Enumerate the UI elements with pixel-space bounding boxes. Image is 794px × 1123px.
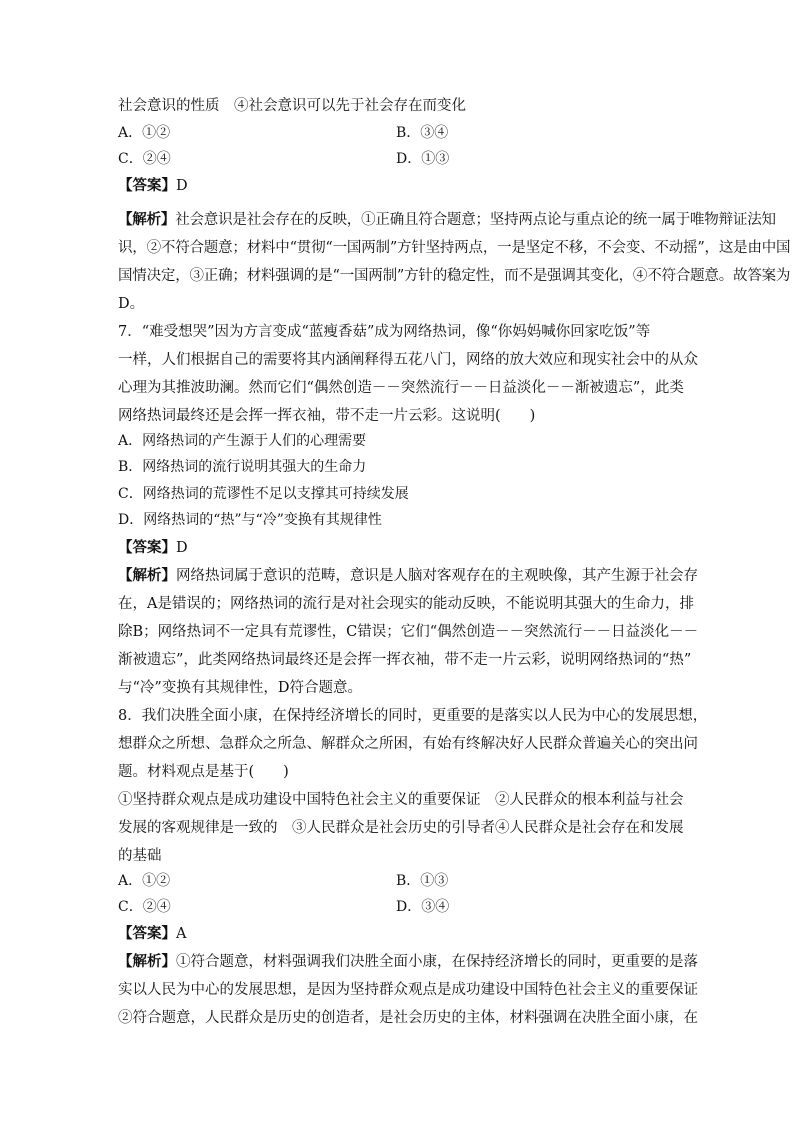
q6-option-b: B．③④ xyxy=(396,125,449,141)
explanation-tag: 【解析】 xyxy=(118,567,176,584)
q6-explanation-line-4: D。 xyxy=(118,296,145,312)
q7-stem-line-3: 心理为其推波助澜。然而它们“偶然创造－－突然流行－－日益淡化－－渐被遗忘”，此类 xyxy=(118,380,684,396)
q8-option-d: D．③④ xyxy=(396,899,450,915)
q6-option-a: A．①② xyxy=(118,125,171,141)
q7-explanation-line-4: 渐被遗忘”，此类网络热词最终还是会挥一挥衣袖，带不走一片云彩，说明网络热词的“热” xyxy=(118,652,692,668)
q6-explanation-line-3: 国情决定，③正确；材料强调的是“一国两制”方针的稳定性，而不是强调其变化，④不符合题意。故答案为 xyxy=(118,268,791,284)
q6-option-c: C．②④ xyxy=(118,151,171,167)
answer-tag: 【答案】 xyxy=(118,177,176,194)
explanation-text: 网络热词属于意识的范畴，意识是人脑对客观存在的主观映像，其产生源于社会存 xyxy=(176,568,698,584)
q7-stem-line-4: 网络热词最终还是会挥一挥衣袖，带不走一片云彩。这说明( ) xyxy=(118,408,536,424)
q7-option-b: B．网络热词的流行说明其强大的生命力 xyxy=(118,459,367,475)
q6-explanation-line-1 xyxy=(118,206,776,234)
q8-explanation-line-1 xyxy=(118,948,698,976)
answer-tag: 【答案】 xyxy=(118,539,176,556)
q6-explanation-line-2: 识，②不符合题意；材料中“贯彻“一国两制”方针坚持两点，一是坚定不移，不会变、不动摇”，这是由中国 xyxy=(118,240,791,256)
q7-explanation-line-5: 与“冷”变换有其规律性，D符合题意。 xyxy=(118,680,362,696)
q8-stem-line-4: ①坚持群众观点是成功建设中国特色社会主义的重要保证 ②人民群众的根本利益与社会 xyxy=(118,792,684,808)
q8-option-b: B．①③ xyxy=(396,873,449,889)
q8-stem-line-6: 的基础 xyxy=(118,848,162,864)
q8-stem-line-5: 发展的客观规律是一致的 ③人民群众是社会历史的引导者④人民群众是社会存在和发展 xyxy=(118,820,684,836)
q8-stem-line-3: 题。材料观点是基于( ) xyxy=(118,764,289,780)
q7-answer xyxy=(118,534,678,562)
q7-option-c: C．网络热词的荒谬性不足以支撑其可持续发展 xyxy=(118,486,409,502)
answer-value: D xyxy=(176,178,188,194)
explanation-text: 社会意识是社会存在的反映，①正确且符合题意；坚持两点论与重点论的统一属于唯物辩证法知 xyxy=(175,212,776,228)
q7-explanation-line-1 xyxy=(118,562,698,590)
q7-option-d: D．网络热词的“热”与“冷”变换有其规律性 xyxy=(118,512,382,528)
q7-option-a: A．网络热词的产生源于人们的心理需要 xyxy=(118,433,367,449)
q7-stem-line-2: 一样，人们根据自己的需要将其内涵阐释得五花八门，网络的放大效应和现实社会中的从众 xyxy=(118,352,698,368)
answer-value: D xyxy=(176,540,188,556)
q6-option-d: D．①③ xyxy=(396,151,450,167)
answer-value: A xyxy=(176,926,187,942)
q8-stem-line-2: 想群众之所想、急群众之所急、解群众之所困，有始有终解决好人民群众普遍关心的突出问 xyxy=(118,736,698,752)
q6-answer xyxy=(118,172,678,200)
q8-explanation-line-3: ②符合题意，人民群众是历史的创造者，是社会历史的主体，材料强调在决胜全面小康，在 xyxy=(118,1010,698,1026)
explanation-text: ①符合题意，材料强调我们决胜全面小康，在保持经济增长的同时，更重要的是落 xyxy=(176,954,698,970)
q6-stem-tail: 社会意识的性质 ④社会意识可以先于社会存在而变化 xyxy=(118,98,466,114)
q7-explanation-line-3: 除B；网络热词不一定具有荒谬性，C错误；它们“偶然创造－－突然流行－－日益淡化－－ xyxy=(118,624,699,640)
q7-explanation-line-2: 在，A是错误的；网络热词的流行是对社会现实的能动反映，不能说明其强大的生命力，排 xyxy=(118,596,694,612)
q8-answer xyxy=(118,920,678,948)
explanation-tag: 【解析】 xyxy=(118,953,176,970)
q8-option-c: C．②④ xyxy=(118,899,171,915)
answer-tag: 【答案】 xyxy=(118,925,176,942)
q7-stem-line-1: 7．“难受想哭”因为方言变成“蓝瘦香菇”成为网络热词，像“你妈妈喊你回家吃饭”等 xyxy=(118,324,651,340)
q8-explanation-line-2: 实以人民为中心的发展思想，是因为坚持群众观点是成功建设中国特色社会主义的重要保证 xyxy=(118,982,698,998)
explanation-tag: 【解析】 xyxy=(118,211,176,228)
q8-stem-line-1: 8．我们决胜全面小康，在保持经济增长的同时，更重要的是落实以人民为中心的发展思想， xyxy=(118,708,708,724)
q8-option-a: A．①② xyxy=(118,873,171,889)
